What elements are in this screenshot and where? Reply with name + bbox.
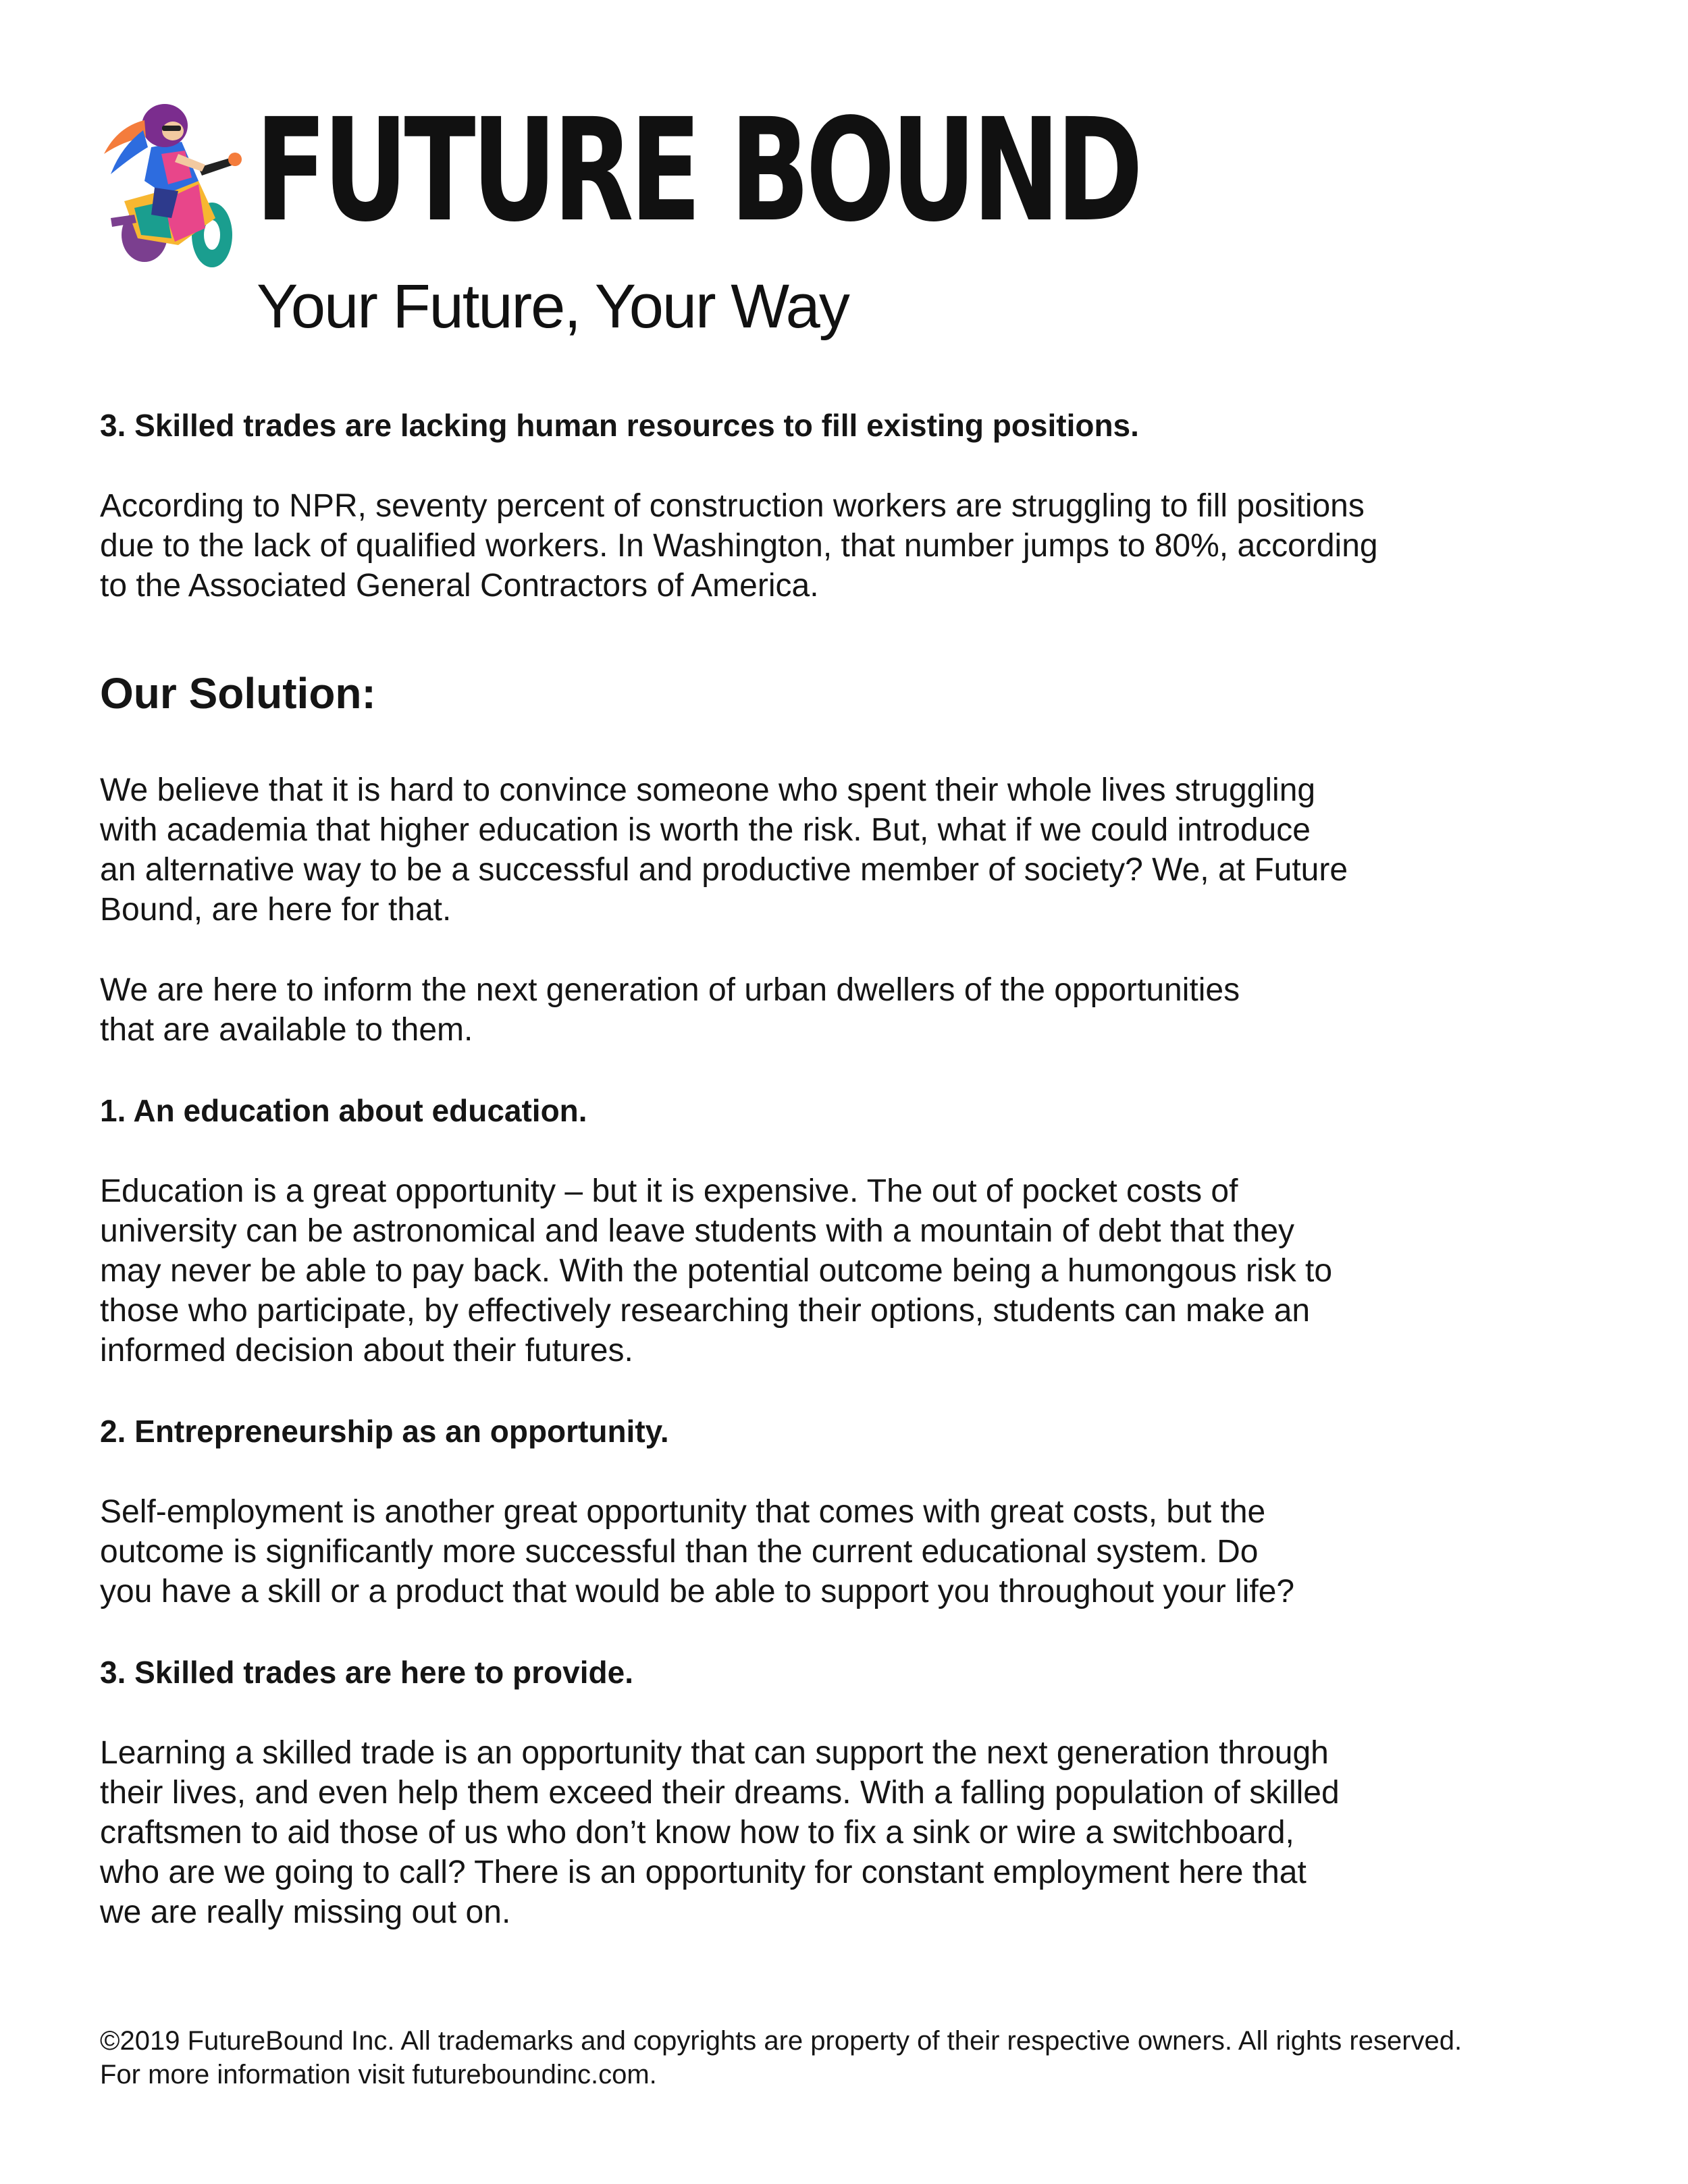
point-paragraph <box>100 1733 1599 1932</box>
point-line: we are really missing out on. <box>100 1894 511 1930</box>
point-heading: 3. Skilled trades are here to provide. <box>100 1655 633 1690</box>
solution-line: an alternative way to be a successful and productive member of society? We, at Future <box>100 852 1348 888</box>
point-line: Education is a great opportunity – but it is expensive. The out of pocket costs of <box>100 1173 1238 1209</box>
point-line: Learning a skilled trade is an opportunity that can support the next generation through <box>100 1735 1329 1771</box>
intro-line: According to NPR, seventy percent of construction workers are struggling to fill positions <box>100 488 1365 524</box>
solution-paragraph-1 <box>100 770 1599 930</box>
intro-paragraph <box>100 486 1599 606</box>
solution-line: with academia that higher education is worth the risk. But, what if we could introduce <box>100 812 1311 848</box>
brand-tagline: Your Future, Your Way <box>257 272 849 341</box>
point-line: those who participate, by effectively researching their options, students can make an <box>100 1293 1311 1329</box>
intro-line: to the Associated General Contractors of America. <box>100 568 819 604</box>
point-line: university can be astronomical and leave students with a mountain of debt that they <box>100 1213 1295 1249</box>
intro-line: due to the lack of qualified workers. In Washington, that number jumps to 80%, according <box>100 528 1378 564</box>
copyright-notice: ©2019 FutureBound Inc. All trademarks and copyrights are property of their respective owners. All rights reserved. <box>100 2026 1462 2056</box>
point-line: informed decision about their futures. <box>100 1333 633 1368</box>
point-line: their lives, and even help them exceed their dreams. With a falling population of skilled <box>100 1775 1340 1811</box>
point-line: Self-employment is another great opportunity that comes with great costs, but the <box>100 1494 1266 1530</box>
point-line: outcome is significantly more successful than the current educational system. Do <box>100 1534 1259 1570</box>
brand-name: FUTURE BOUND <box>255 88 1140 253</box>
point-paragraph <box>100 1492 1599 1612</box>
point-line: you have a skill or a product that would be able to support you throughout your life? <box>100 1574 1295 1609</box>
solution-line: that are available to them. <box>100 1012 473 1048</box>
footer <box>100 2024 1619 2092</box>
section-title: Our Solution: <box>100 669 376 718</box>
solution-line: We believe that it is hard to convince someone who spent their whole lives struggling <box>100 772 1316 808</box>
point-paragraph <box>100 1171 1599 1370</box>
solution-line: Bound, are here for that. <box>100 892 452 928</box>
point-line: craftsmen to aid those of us who don’t know how to fix a sink or wire a switchboard, <box>100 1815 1294 1850</box>
motorcycle-rider-icon <box>97 100 246 270</box>
point-heading: 1. An education about education. <box>100 1093 587 1128</box>
intro-heading: 3. Skilled trades are lacking human resources to fill existing positions. <box>100 408 1139 443</box>
main-content <box>100 405 1599 1932</box>
point-heading: 2. Entrepreneurship as an opportunity. <box>100 1414 669 1449</box>
point-line: who are we going to call? There is an opportunity for constant employment here that <box>100 1855 1307 1890</box>
solution-line: We are here to inform the next generation of urban dwellers of the opportunities <box>100 972 1240 1008</box>
point-line: may never be able to pay back. With the potential outcome being a humongous risk to <box>100 1253 1333 1289</box>
more-info-link[interactable]: For more information visit futureboundinc.com. <box>100 2060 657 2089</box>
solution-paragraph-2 <box>100 970 1599 1050</box>
